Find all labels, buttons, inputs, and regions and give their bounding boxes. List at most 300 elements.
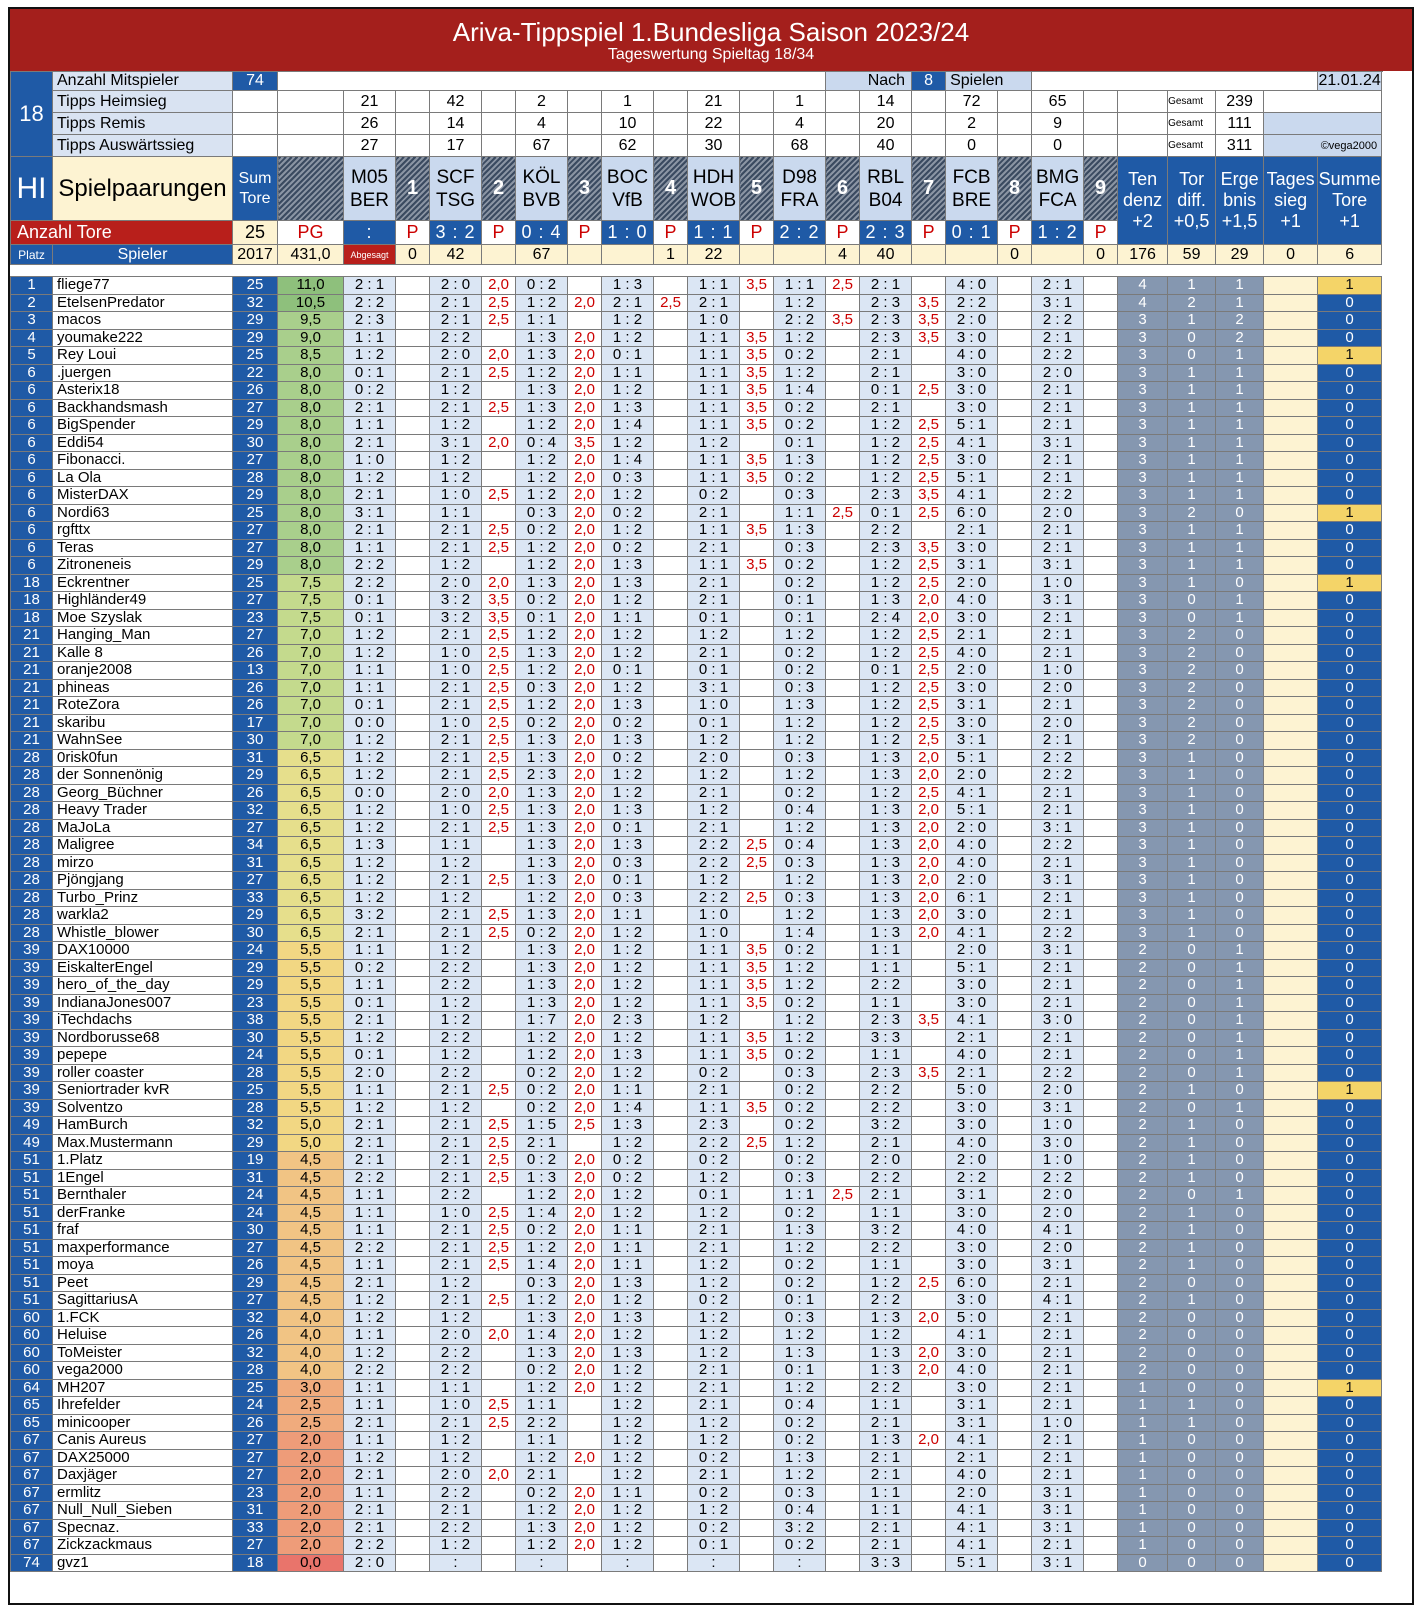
player-tip: 0 : 2 bbox=[516, 1484, 568, 1502]
player-points bbox=[740, 907, 774, 925]
player-tip: 2 : 1 bbox=[860, 1414, 912, 1432]
player-bonus: 3 bbox=[1118, 487, 1168, 505]
player-points bbox=[826, 1204, 860, 1222]
player-points bbox=[998, 732, 1032, 750]
tips-remis-count: 22 bbox=[688, 113, 740, 135]
player-bonus: 2 bbox=[1118, 977, 1168, 995]
player-rank: 67 bbox=[11, 1519, 53, 1537]
player-pg: 9,5 bbox=[278, 312, 344, 330]
player-points bbox=[396, 364, 430, 382]
player-tip: 3 : 0 bbox=[946, 399, 998, 417]
player-points: 2,5 bbox=[482, 732, 516, 750]
player-points bbox=[654, 347, 688, 365]
player-points bbox=[1084, 1257, 1118, 1275]
player-bonus: 0 bbox=[1168, 1309, 1216, 1327]
player-bonus bbox=[1264, 609, 1318, 627]
player-bonus bbox=[1264, 1064, 1318, 1082]
player-tip: 0 : 2 bbox=[516, 1099, 568, 1117]
player-tip: 1 : 1 bbox=[688, 364, 740, 382]
player-points bbox=[654, 469, 688, 487]
player-tip: 1 : 2 bbox=[688, 1432, 740, 1450]
player-tip: 2 : 1 bbox=[1032, 1432, 1084, 1450]
player-points bbox=[568, 1397, 602, 1415]
player-tip: 4 : 1 bbox=[946, 1502, 998, 1520]
player-points bbox=[826, 382, 860, 400]
player-rank: 6 bbox=[11, 469, 53, 487]
player-tip: 2 : 3 bbox=[860, 1064, 912, 1082]
player-points: 2,0 bbox=[568, 1449, 602, 1467]
player-tip: 1 : 2 bbox=[602, 924, 654, 942]
player-bonus: 0 bbox=[1216, 504, 1264, 522]
player-bonus: 0 bbox=[1318, 802, 1382, 820]
player-bonus bbox=[1264, 819, 1318, 837]
player-bonus: 1 bbox=[1168, 1117, 1216, 1135]
player-points bbox=[568, 1414, 602, 1432]
player-rank: 28 bbox=[11, 854, 53, 872]
player-row bbox=[11, 1379, 1382, 1397]
player-pg: 3,0 bbox=[278, 1379, 344, 1397]
player-bonus: 1 bbox=[1216, 522, 1264, 540]
player-tip: 1 : 0 bbox=[430, 802, 482, 820]
player-tip: 0 : 3 bbox=[774, 679, 826, 697]
sum-player-tore: 2017 bbox=[233, 245, 278, 265]
player-tip: 0 : 1 bbox=[774, 609, 826, 627]
spacer bbox=[278, 72, 826, 91]
player-bonus: 1 bbox=[1168, 1152, 1216, 1170]
player-tip: 0 : 3 bbox=[774, 854, 826, 872]
player-points bbox=[396, 977, 430, 995]
tips-heimsieg-label: Tipps Heimsieg bbox=[53, 91, 233, 113]
player-bonus: 0 bbox=[1318, 907, 1382, 925]
player-tip: 1 : 1 bbox=[516, 1432, 568, 1450]
player-bonus: 2 bbox=[1118, 959, 1168, 977]
match-away: BVB bbox=[522, 189, 561, 211]
player-row bbox=[11, 539, 1382, 557]
player-bonus: 0 bbox=[1318, 382, 1382, 400]
player-points bbox=[998, 592, 1032, 610]
player-rank: 67 bbox=[11, 1537, 53, 1555]
player-tip: 2 : 1 bbox=[430, 1239, 482, 1257]
player-tip: 1 : 1 bbox=[860, 959, 912, 977]
player-tip: 1 : 3 bbox=[774, 1344, 826, 1362]
player-tip: 2 : 1 bbox=[1032, 854, 1084, 872]
player-sum-tore: 32 bbox=[233, 1117, 278, 1135]
player-name: EtelsenPredator bbox=[53, 294, 233, 312]
player-sum-tore: 23 bbox=[233, 1484, 278, 1502]
player-points bbox=[826, 469, 860, 487]
player-points: 3,5 bbox=[740, 959, 774, 977]
player-tip: 2 : 2 bbox=[344, 1537, 396, 1555]
player-tip: 3 : 2 bbox=[860, 1117, 912, 1135]
player-bonus bbox=[1264, 1449, 1318, 1467]
player-tip: 0 : 1 bbox=[602, 819, 654, 837]
player-tip: 0 : 1 bbox=[344, 1047, 396, 1065]
player-name: fraf bbox=[53, 1222, 233, 1240]
player-points: 3,5 bbox=[740, 977, 774, 995]
player-bonus: 1 bbox=[1168, 522, 1216, 540]
player-tip: 1 : 2 bbox=[602, 312, 654, 330]
player-tip: 2 : 1 bbox=[1032, 697, 1084, 715]
player-points: 3,5 bbox=[912, 294, 946, 312]
player-tip: 2 : 0 bbox=[430, 784, 482, 802]
player-points: 2,0 bbox=[568, 609, 602, 627]
player-bonus bbox=[1264, 907, 1318, 925]
player-points bbox=[912, 1537, 946, 1555]
player-sum-tore: 26 bbox=[233, 1327, 278, 1345]
player-tip: 1 : 0 bbox=[688, 907, 740, 925]
player-tip: 4 : 0 bbox=[946, 1467, 998, 1485]
player-tip: 0 : 2 bbox=[774, 1204, 826, 1222]
player-points bbox=[1084, 749, 1118, 767]
player-points bbox=[912, 364, 946, 382]
player-tip: 1 : 2 bbox=[860, 434, 912, 452]
player-tip: 3 : 0 bbox=[946, 609, 998, 627]
player-tip: 3 : 1 bbox=[1032, 1502, 1084, 1520]
player-pg: 6,5 bbox=[278, 819, 344, 837]
player-tip: 1 : 3 bbox=[516, 907, 568, 925]
sum-tore-total: 25 bbox=[233, 221, 278, 245]
bonus-header-text: bnis bbox=[1223, 190, 1257, 210]
player-tip: 1 : 4 bbox=[602, 1099, 654, 1117]
bonus-header-text: diff. bbox=[1177, 190, 1206, 210]
tips-heimsieg-count: 1 bbox=[602, 91, 654, 113]
player-points: 2,0 bbox=[568, 557, 602, 575]
player-points bbox=[740, 294, 774, 312]
player-tip: 3 : 1 bbox=[946, 1414, 998, 1432]
player-points: 2,0 bbox=[568, 347, 602, 365]
player-sum-tore: 30 bbox=[233, 434, 278, 452]
player-points bbox=[826, 994, 860, 1012]
player-tip: 2 : 0 bbox=[430, 277, 482, 295]
player-tip: 0 : 2 bbox=[516, 1362, 568, 1380]
player-tip: 1 : 0 bbox=[1032, 1414, 1084, 1432]
player-bonus: 0 bbox=[1318, 784, 1382, 802]
player-points bbox=[654, 714, 688, 732]
player-points bbox=[396, 1169, 430, 1187]
player-tip: 2 : 0 bbox=[946, 872, 998, 890]
match-away: BER bbox=[349, 189, 390, 211]
player-bonus bbox=[1264, 889, 1318, 907]
player-tip: 2 : 1 bbox=[946, 1449, 998, 1467]
player-row bbox=[11, 1362, 1382, 1380]
player-tip: 1 : 3 bbox=[516, 399, 568, 417]
player-tip: 0 : 2 bbox=[602, 539, 654, 557]
player-bonus bbox=[1264, 329, 1318, 347]
player-points bbox=[396, 1082, 430, 1100]
player-pg: 4,5 bbox=[278, 1169, 344, 1187]
player-bonus: 1 bbox=[1168, 399, 1216, 417]
player-bonus: 2 bbox=[1118, 1047, 1168, 1065]
player-sum-tore: 26 bbox=[233, 644, 278, 662]
player-tip: 0 : 3 bbox=[602, 854, 654, 872]
player-tip: 0 : 2 bbox=[774, 347, 826, 365]
player-points: 2,0 bbox=[568, 1169, 602, 1187]
tips-auswaerts-count: 68 bbox=[774, 135, 826, 157]
player-tip: 2 : 1 bbox=[430, 1222, 482, 1240]
spacer bbox=[482, 135, 516, 157]
player-tip: 2 : 1 bbox=[1032, 732, 1084, 750]
player-tip: 2 : 2 bbox=[344, 1362, 396, 1380]
player-pg: 5,5 bbox=[278, 1082, 344, 1100]
player-sum-tore: 28 bbox=[233, 1362, 278, 1380]
player-tip: 3 : 0 bbox=[1032, 1012, 1084, 1030]
player-tip: 1 : 2 bbox=[430, 1274, 482, 1292]
player-points bbox=[482, 1519, 516, 1537]
player-tip: 2 : 0 bbox=[1032, 1204, 1084, 1222]
player-tip: 1 : 2 bbox=[430, 1047, 482, 1065]
spacer bbox=[1084, 135, 1118, 157]
copyright: ©vega2000 bbox=[1264, 135, 1382, 157]
tips-auswaerts-count: 17 bbox=[430, 135, 482, 157]
player-points: 2,0 bbox=[568, 1082, 602, 1100]
player-sum-tore: 38 bbox=[233, 1012, 278, 1030]
player-bonus: 3 bbox=[1118, 837, 1168, 855]
player-points bbox=[826, 1327, 860, 1345]
player-tip: 1 : 2 bbox=[860, 452, 912, 470]
player-tip: 2 : 1 bbox=[1032, 1309, 1084, 1327]
spacer bbox=[1084, 113, 1118, 135]
player-tip: 1 : 2 bbox=[602, 1187, 654, 1205]
player-points bbox=[396, 679, 430, 697]
player-name: Max.Mustermann bbox=[53, 1134, 233, 1152]
player-sum-tore: 25 bbox=[233, 1379, 278, 1397]
player-sum-tore: 29 bbox=[233, 907, 278, 925]
player-name: rgfttx bbox=[53, 522, 233, 540]
player-points bbox=[654, 277, 688, 295]
player-points: 2,0 bbox=[912, 802, 946, 820]
player-tip: 1 : 3 bbox=[516, 1519, 568, 1537]
player-bonus: 0 bbox=[1168, 1012, 1216, 1030]
player-bonus: 0 bbox=[1318, 1239, 1382, 1257]
player-points bbox=[826, 1257, 860, 1275]
player-tip: 0 : 2 bbox=[516, 924, 568, 942]
player-tip: 1 : 2 bbox=[602, 1134, 654, 1152]
player-tip: 2 : 1 bbox=[430, 294, 482, 312]
player-tip: 1 : 2 bbox=[516, 1239, 568, 1257]
player-pg: 9,0 bbox=[278, 329, 344, 347]
player-tip: 1 : 0 bbox=[430, 487, 482, 505]
player-bonus: 0 bbox=[1318, 1537, 1382, 1555]
player-tip: 1 : 1 bbox=[860, 1204, 912, 1222]
player-tip: 2 : 0 bbox=[430, 574, 482, 592]
player-bonus: 0 bbox=[1318, 819, 1382, 837]
match-home: BOC bbox=[606, 166, 649, 188]
bonus-total: 176 bbox=[1118, 245, 1168, 265]
player-rank: 74 bbox=[11, 1554, 53, 1572]
player-name: der Sonnenönig bbox=[53, 767, 233, 785]
player-points bbox=[396, 1064, 430, 1082]
player-points: 3,5 bbox=[912, 539, 946, 557]
player-points bbox=[912, 942, 946, 960]
player-tip: 1 : 2 bbox=[344, 1449, 396, 1467]
player-row bbox=[11, 1012, 1382, 1030]
player-bonus: 2 bbox=[1216, 329, 1264, 347]
player-points bbox=[482, 1449, 516, 1467]
player-bonus: 0 bbox=[1318, 1012, 1382, 1030]
player-points: 2,0 bbox=[568, 1309, 602, 1327]
player-tip: 1 : 2 bbox=[430, 417, 482, 435]
player-bonus: 1 bbox=[1168, 277, 1216, 295]
player-points bbox=[396, 1379, 430, 1397]
bonus-total: 29 bbox=[1216, 245, 1264, 265]
player-rank: 51 bbox=[11, 1257, 53, 1275]
player-tip: 2 : 1 bbox=[1032, 889, 1084, 907]
player-tip: 0 : 3 bbox=[516, 1274, 568, 1292]
player-row bbox=[11, 1397, 1382, 1415]
player-points bbox=[396, 504, 430, 522]
player-points bbox=[1084, 784, 1118, 802]
player-tip: 2 : 2 bbox=[860, 522, 912, 540]
player-points bbox=[998, 452, 1032, 470]
player-tip: 1 : 2 bbox=[688, 627, 740, 645]
player-bonus: 0 bbox=[1216, 907, 1264, 925]
player-points bbox=[396, 907, 430, 925]
player-points bbox=[396, 1257, 430, 1275]
player-tip: 2 : 1 bbox=[1032, 994, 1084, 1012]
player-tip: 1 : 1 bbox=[602, 1082, 654, 1100]
player-bonus: 0 bbox=[1318, 1117, 1382, 1135]
player-tip: 1 : 2 bbox=[430, 942, 482, 960]
player-bonus: 1 bbox=[1168, 487, 1216, 505]
player-points: 2,0 bbox=[568, 837, 602, 855]
player-points bbox=[654, 312, 688, 330]
player-points: 3,5 bbox=[740, 1047, 774, 1065]
player-points bbox=[998, 1064, 1032, 1082]
player-tip: 1 : 2 bbox=[602, 1397, 654, 1415]
player-bonus: 0 bbox=[1216, 1327, 1264, 1345]
player-name: vega2000 bbox=[53, 1362, 233, 1380]
player-tip: 1 : 1 bbox=[344, 1327, 396, 1345]
player-pg: 2,5 bbox=[278, 1397, 344, 1415]
player-points bbox=[740, 1012, 774, 1030]
match-away: TSG bbox=[435, 189, 476, 211]
player-bonus: 0 bbox=[1318, 1449, 1382, 1467]
player-rank: 6 bbox=[11, 557, 53, 575]
player-bonus bbox=[1264, 1082, 1318, 1100]
player-tip: 2 : 1 bbox=[430, 872, 482, 890]
player-points bbox=[396, 312, 430, 330]
player-tip: 2 : 2 bbox=[430, 329, 482, 347]
player-points: 2,5 bbox=[482, 644, 516, 662]
player-points bbox=[654, 452, 688, 470]
player-tip: 1 : 2 bbox=[602, 994, 654, 1012]
player-pg: 6,5 bbox=[278, 802, 344, 820]
gesamt-label: Gesamt bbox=[1168, 113, 1216, 135]
match-ptotal: 0 bbox=[396, 245, 430, 265]
player-row bbox=[11, 872, 1382, 890]
player-points bbox=[396, 469, 430, 487]
player-bonus: 0 bbox=[1168, 1537, 1216, 1555]
player-points bbox=[740, 574, 774, 592]
player-bonus: 1 bbox=[1118, 1467, 1168, 1485]
player-sum-tore: 27 bbox=[233, 1432, 278, 1450]
player-tip: 3 : 1 bbox=[1032, 872, 1084, 890]
player-tip: 2 : 0 bbox=[946, 1484, 998, 1502]
player-bonus bbox=[1264, 1029, 1318, 1047]
spacer bbox=[482, 113, 516, 135]
player-points bbox=[482, 329, 516, 347]
player-rank: 51 bbox=[11, 1274, 53, 1292]
player-tip: 1 : 3 bbox=[860, 1362, 912, 1380]
player-points bbox=[1084, 1082, 1118, 1100]
match-ptotal bbox=[740, 245, 774, 265]
player-bonus bbox=[1264, 1239, 1318, 1257]
bonus-header bbox=[1168, 157, 1216, 245]
player-sum-tore: 13 bbox=[233, 662, 278, 680]
player-points: 2,5 bbox=[482, 1117, 516, 1135]
player-points bbox=[740, 1344, 774, 1362]
player-points bbox=[826, 347, 860, 365]
player-bonus: 2 bbox=[1168, 714, 1216, 732]
player-points bbox=[654, 609, 688, 627]
player-tip: 0 : 2 bbox=[774, 994, 826, 1012]
player-bonus: 0 bbox=[1216, 1152, 1264, 1170]
player-points: 2,5 bbox=[912, 784, 946, 802]
player-points: 3,5 bbox=[826, 312, 860, 330]
player-bonus: 1 bbox=[1318, 1379, 1382, 1397]
player-rank: 51 bbox=[11, 1222, 53, 1240]
tips-heimsieg-count: 2 bbox=[516, 91, 568, 113]
player-points: 2,5 bbox=[482, 1082, 516, 1100]
player-bonus bbox=[1264, 277, 1318, 295]
player-points bbox=[654, 627, 688, 645]
player-bonus bbox=[1264, 854, 1318, 872]
player-points bbox=[654, 784, 688, 802]
player-bonus: 0 bbox=[1216, 1169, 1264, 1187]
player-points: 2,5 bbox=[482, 627, 516, 645]
player-bonus: 1 bbox=[1216, 959, 1264, 977]
player-bonus: 0 bbox=[1168, 1502, 1216, 1520]
match-home: BMG bbox=[1035, 166, 1080, 188]
tips-heimsieg-count: 72 bbox=[946, 91, 998, 113]
player-tip: 1 : 3 bbox=[602, 574, 654, 592]
player-bonus: 0 bbox=[1318, 1467, 1382, 1485]
player-tip: 2 : 1 bbox=[1032, 959, 1084, 977]
player-tip: 1 : 1 bbox=[602, 364, 654, 382]
player-tip: 1 : 3 bbox=[774, 1222, 826, 1240]
bonus-header-text: Tore bbox=[1332, 190, 1368, 210]
player-points bbox=[1084, 1222, 1118, 1240]
player-rank: 28 bbox=[11, 889, 53, 907]
player-tip: 1 : 2 bbox=[430, 557, 482, 575]
player-tip: 3 : 1 bbox=[430, 434, 482, 452]
player-row bbox=[11, 277, 1382, 295]
player-tip: 0 : 2 bbox=[602, 1152, 654, 1170]
player-sum-tore: 33 bbox=[233, 1519, 278, 1537]
player-name: minicooper bbox=[53, 1414, 233, 1432]
player-points bbox=[826, 294, 860, 312]
player-tip: 0 : 3 bbox=[774, 889, 826, 907]
spacer bbox=[826, 91, 860, 113]
player-tip: 0 : 2 bbox=[602, 504, 654, 522]
player-points bbox=[396, 1537, 430, 1555]
player-bonus: 1 bbox=[1168, 1257, 1216, 1275]
p-label: P bbox=[568, 221, 602, 245]
player-sum-tore: 32 bbox=[233, 1309, 278, 1327]
player-tip: 3 : 1 bbox=[688, 679, 740, 697]
player-points: 2,0 bbox=[568, 1344, 602, 1362]
player-tip: 2 : 1 bbox=[860, 1467, 912, 1485]
player-tip: 1 : 3 bbox=[602, 697, 654, 715]
match-home: HDH bbox=[692, 166, 735, 188]
player-bonus bbox=[1264, 1047, 1318, 1065]
player-points bbox=[654, 662, 688, 680]
player-row bbox=[11, 907, 1382, 925]
player-rank: 39 bbox=[11, 1099, 53, 1117]
player-points bbox=[1084, 1362, 1118, 1380]
player-points: 2,5 bbox=[912, 627, 946, 645]
player-bonus: 2 bbox=[1118, 1344, 1168, 1362]
